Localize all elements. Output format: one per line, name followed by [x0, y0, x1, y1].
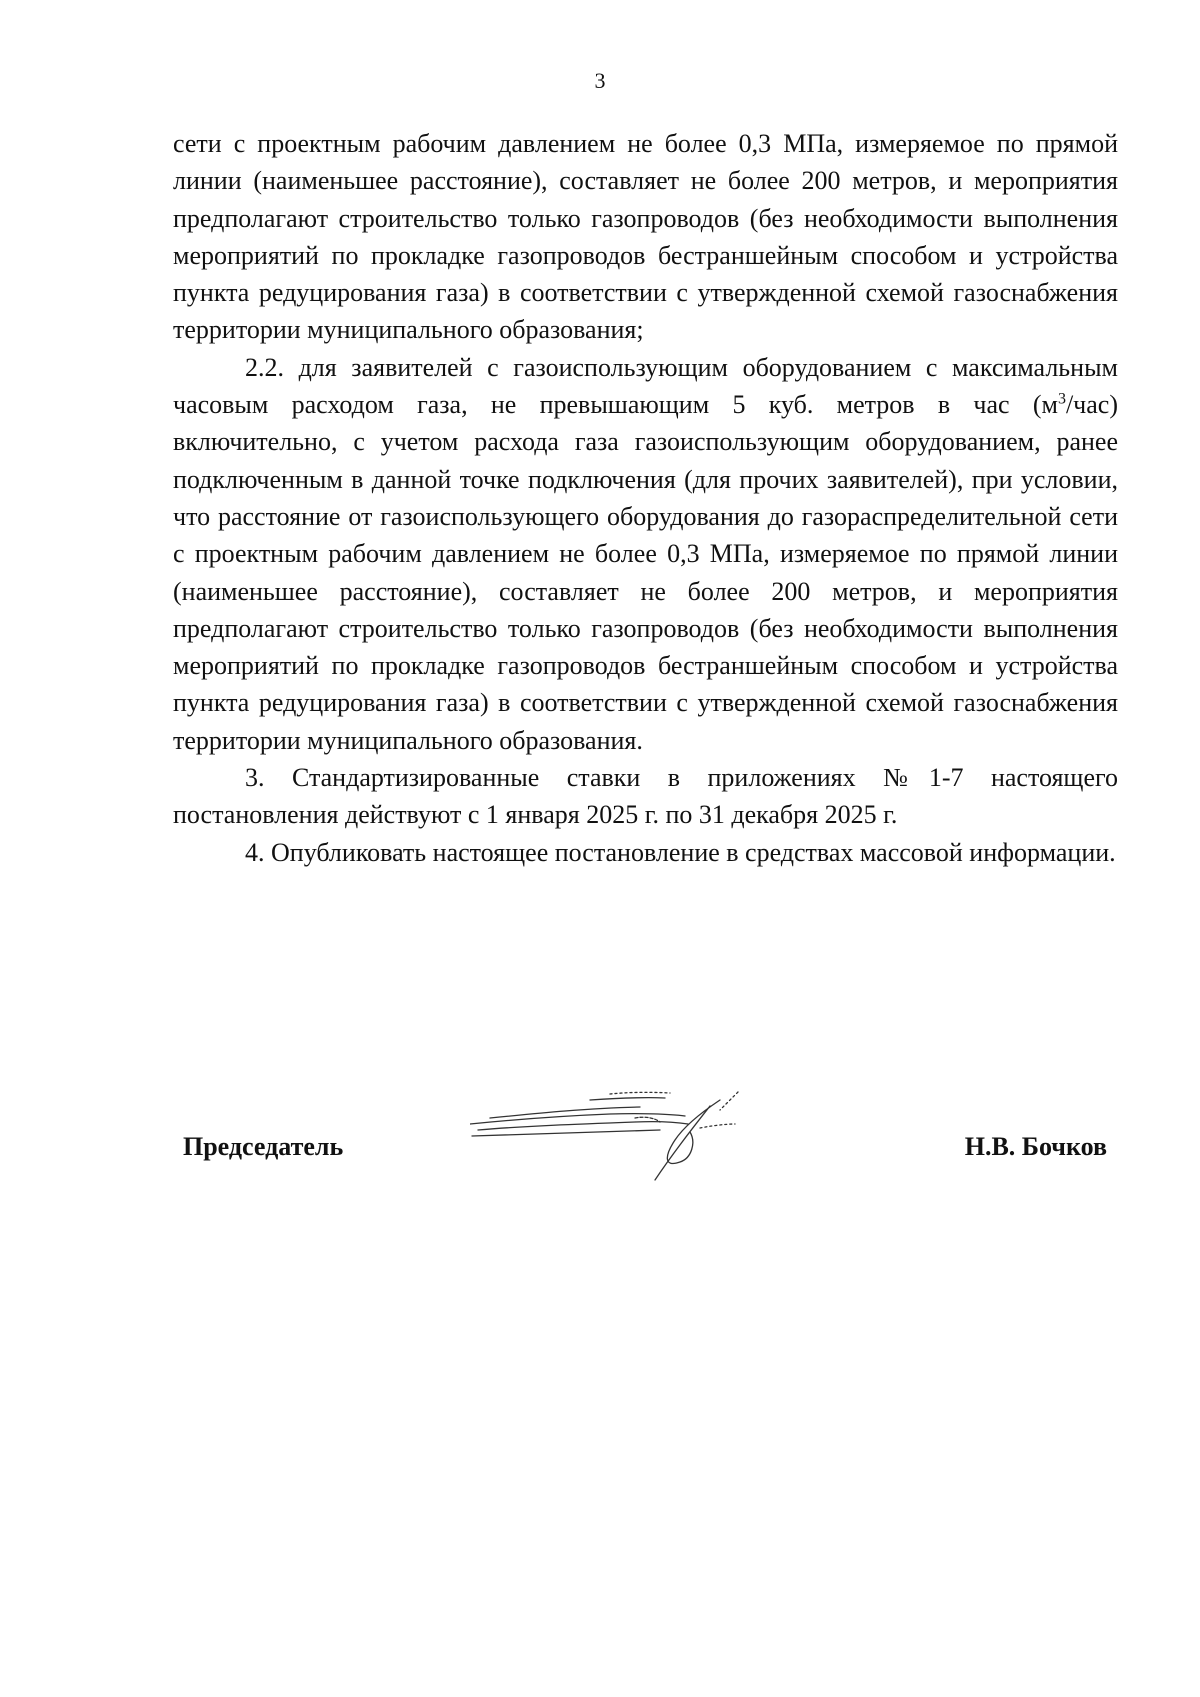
signatory-name: Н.В. Бочков: [964, 1132, 1107, 1161]
paragraph-2-2: [173, 349, 1118, 759]
paragraph-2-2-part-1: 2.2. для заявителей с газоиспользующим оборудованием с максимальным часовым расходом газа, не превышающим 5 куб. метров в час (м: [173, 352, 1118, 420]
page-number: 3: [594, 68, 606, 93]
paragraph-continuation: сети с проектным рабочим давлением не более 0,3 МПа, измеряемое по прямой линии (наименьшее расстояние), составляет не более 200 метров, и мероприятия предполагают строительство только газопроводов (без необходимости выполнения мероприятий по прокладке газопроводов бестраншейным способом и устройства пункта редуцирования газа) в соответствии с утвержденной схемой газоснабжения территории муниципального образования;: [173, 129, 1118, 345]
signatory-title: Председатель: [183, 1132, 344, 1161]
paragraph-4: 4. Опубликовать настоящее постановление в средствах массовой информации.: [245, 837, 1116, 867]
signature-block: [0, 1080, 1200, 1190]
document-body: [173, 125, 1118, 871]
handwritten-signature: [470, 1080, 790, 1190]
paragraph-2-2-part-2: /час) включительно, с учетом расхода газа газоиспользующим оборудованием, ранее подключенным в данной точке подключения (для прочих заявителей), при условии, что расстояние от газоиспользующего оборудования до газораспределительной сети с проектным рабочим давлением не более 0,3 МПа, измеряемое по прямой линии (наименьшее расстояние), составляет не более 200 метров, и мероприятия предполагают строительство только газопроводов (без необходимости выполнения мероприятий по прокладке газопроводов бестраншейным способом и устройства пункта редуцирования газа) в соответствии с утвержденной схемой газоснабжения территории муниципального образования.: [173, 390, 1118, 755]
paragraph-3: 3. Стандартизированные ставки в приложениях №1-7 настоящего постановления действуют с 1 января 2025 г. по 31 декабря 2025 г.: [173, 763, 1118, 830]
cubic-superscript: 3: [1057, 390, 1066, 408]
